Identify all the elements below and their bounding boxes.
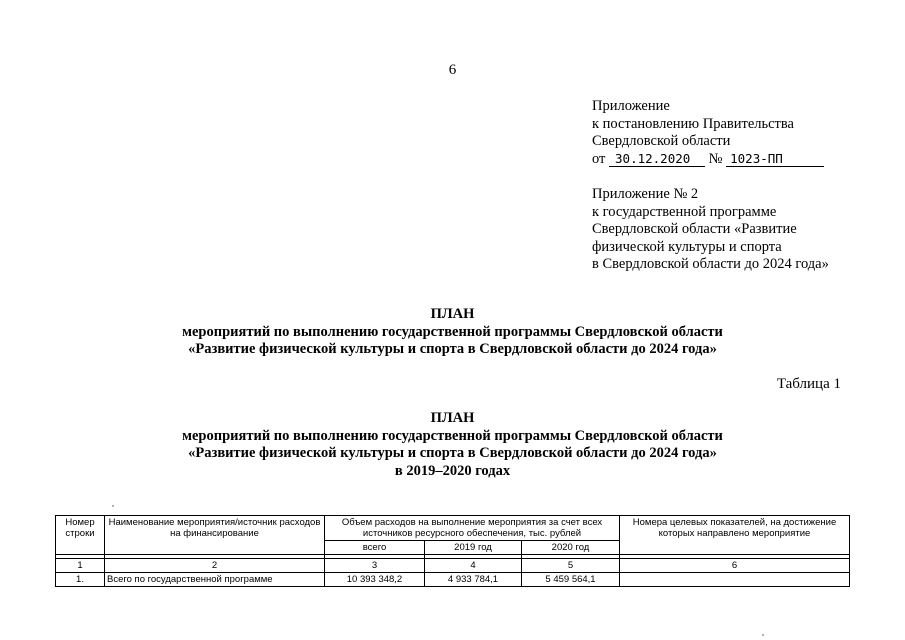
plan-title-line: «Развитие физической культуры и спорта в Свердловской области до 2024 года» [188, 341, 717, 357]
header-row-number: Номер строки [56, 516, 105, 555]
appendix-1-block [592, 98, 824, 168]
appendix-1-line: к постановлению Правительства [592, 115, 794, 132]
row-number: 1. [56, 573, 105, 587]
plan-title-2 [0, 410, 905, 480]
table-label: Таблица 1 [776, 376, 841, 392]
plan-title-line: в 2019–2020 годах [394, 462, 511, 479]
column-number: 4 [425, 559, 522, 573]
resolution-number: 1023-ПП [726, 152, 824, 167]
header-name: Наименование мероприятия/источник расходов на финансирование [105, 516, 325, 555]
plan-title-line: мероприятий по выполнению государственной программы Свердловской области [182, 323, 723, 340]
row-total: 10 393 348,2 [325, 573, 425, 587]
row-2019: 4 933 784,1 [425, 573, 522, 587]
plan-title-line: «Развитие физической культуры и спорта в Свердловской области до 2024 года» [188, 445, 717, 461]
header-volume: Объем расходов на выполнение мероприятия за счет всех источников ресурсного обеспечения, тыс. рублей [325, 516, 620, 541]
plan-title-line: ПЛАН [430, 306, 475, 322]
scan-speck [762, 634, 764, 636]
appendix-2-line: физической культуры и спорта [592, 238, 782, 255]
date-prefix: от [592, 150, 606, 167]
plan-title-line: мероприятий по выполнению государственной программы Свердловской области [182, 427, 723, 444]
row-targets [620, 573, 850, 587]
appendix-2-line: к государственной программе [592, 203, 777, 220]
header-targets: Номера целевых показателей, на достижение которых направлено мероприятие [620, 516, 850, 555]
table-header-row [56, 516, 850, 541]
header-2020: 2020 год [522, 541, 620, 555]
header-total: всего [325, 541, 425, 555]
column-number: 1 [56, 559, 105, 573]
plan-table [55, 515, 850, 587]
appendix-2-line: в Свердловской области до 2024 года» [592, 256, 829, 272]
appendix-1-line: Приложение [592, 98, 670, 114]
plan-title-1 [0, 306, 905, 359]
page-number: 6 [448, 62, 457, 78]
appendix-2-line: Приложение № 2 [592, 186, 699, 202]
number-prefix: № [708, 150, 723, 167]
appendix-1-line: Свердловской области [592, 133, 731, 149]
column-number: 5 [522, 559, 620, 573]
column-number: 6 [620, 559, 850, 573]
plan-title-line: ПЛАН [430, 410, 475, 426]
column-number-row [56, 559, 850, 573]
appendix-2-block [592, 186, 829, 274]
resolution-date: 30.12.2020 [609, 152, 705, 167]
scan-speck [112, 505, 114, 507]
column-number: 3 [325, 559, 425, 573]
row-name: Всего по государственной программе [105, 573, 325, 587]
row-2020: 5 459 564,1 [522, 573, 620, 587]
table-row [56, 573, 850, 587]
appendix-1-date-line [592, 151, 824, 169]
column-number: 2 [105, 559, 325, 573]
appendix-2-line: Свердловской области «Развитие [592, 221, 797, 237]
header-2019: 2019 год [425, 541, 522, 555]
